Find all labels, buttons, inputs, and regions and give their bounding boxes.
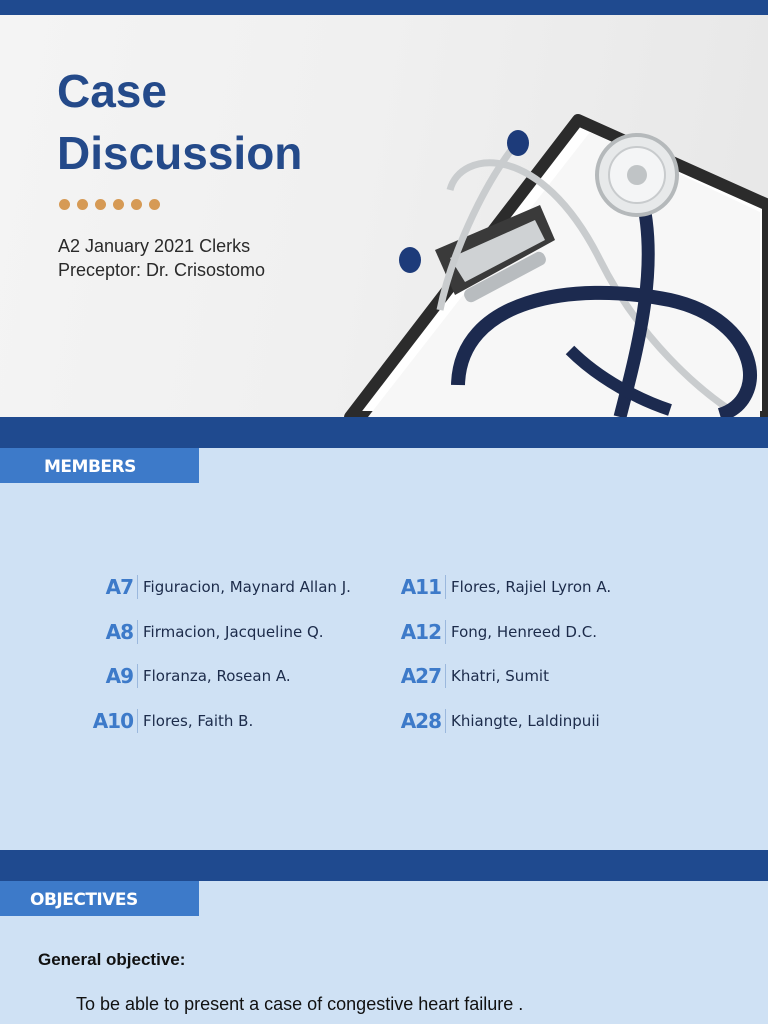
objectives-heading-tab (0, 881, 199, 916)
slide-title-line1: Case (57, 65, 167, 117)
member-code: A10 (90, 709, 138, 733)
member-name: Firmacion, Jacqueline Q. (143, 623, 324, 641)
slide-title-line2: Discussion (57, 127, 303, 179)
member-code: A8 (90, 620, 138, 644)
member-code: A27 (393, 664, 446, 688)
member-row (90, 574, 351, 600)
members-heading: MEMBERS (44, 457, 136, 477)
objectives-heading: OBJECTIVES (30, 890, 138, 910)
subtitle-clerks: A2 January 2021 Clerks (58, 236, 251, 256)
decorative-dots (59, 199, 160, 211)
section-divider (0, 850, 768, 881)
member-name: Floranza, Rosean A. (143, 667, 291, 685)
member-code: A11 (393, 575, 446, 599)
dot-icon (77, 199, 88, 210)
member-name: Khatri, Sumit (451, 667, 549, 685)
dot-icon (59, 199, 70, 210)
member-name: Khiangte, Laldinpuii (451, 712, 600, 730)
member-row (90, 619, 324, 645)
general-objective-text: To be able to present a case of congestive heart failure . (76, 994, 524, 1014)
members-slide (0, 448, 768, 850)
member-row (393, 708, 600, 734)
dot-icon (131, 199, 142, 210)
member-name: Fong, Henreed D.C. (451, 623, 597, 641)
member-name: Flores, Faith B. (143, 712, 254, 730)
member-name: Figuracion, Maynard Allan J. (143, 578, 351, 596)
dot-icon (113, 199, 124, 210)
member-row (90, 708, 253, 734)
member-code: A9 (90, 664, 138, 688)
member-row (393, 574, 611, 600)
member-name: Flores, Rajiel Lyron A. (451, 578, 612, 596)
subtitle-preceptor: Preceptor: Dr. Crisostomo (58, 260, 266, 280)
title-slide (0, 0, 768, 417)
objectives-slide (0, 881, 768, 1024)
top-bar (0, 0, 768, 15)
dot-icon (149, 199, 160, 210)
section-divider (0, 417, 768, 448)
stethoscope-clipboard-image (340, 110, 768, 417)
member-code: A12 (393, 620, 446, 644)
dot-icon (95, 199, 106, 210)
members-heading-tab (0, 448, 199, 483)
general-objective-label: General objective: (38, 950, 186, 969)
member-row (393, 619, 597, 645)
member-row (393, 663, 549, 689)
member-row (90, 663, 291, 689)
member-code: A28 (393, 709, 446, 733)
member-code: A7 (90, 575, 138, 599)
